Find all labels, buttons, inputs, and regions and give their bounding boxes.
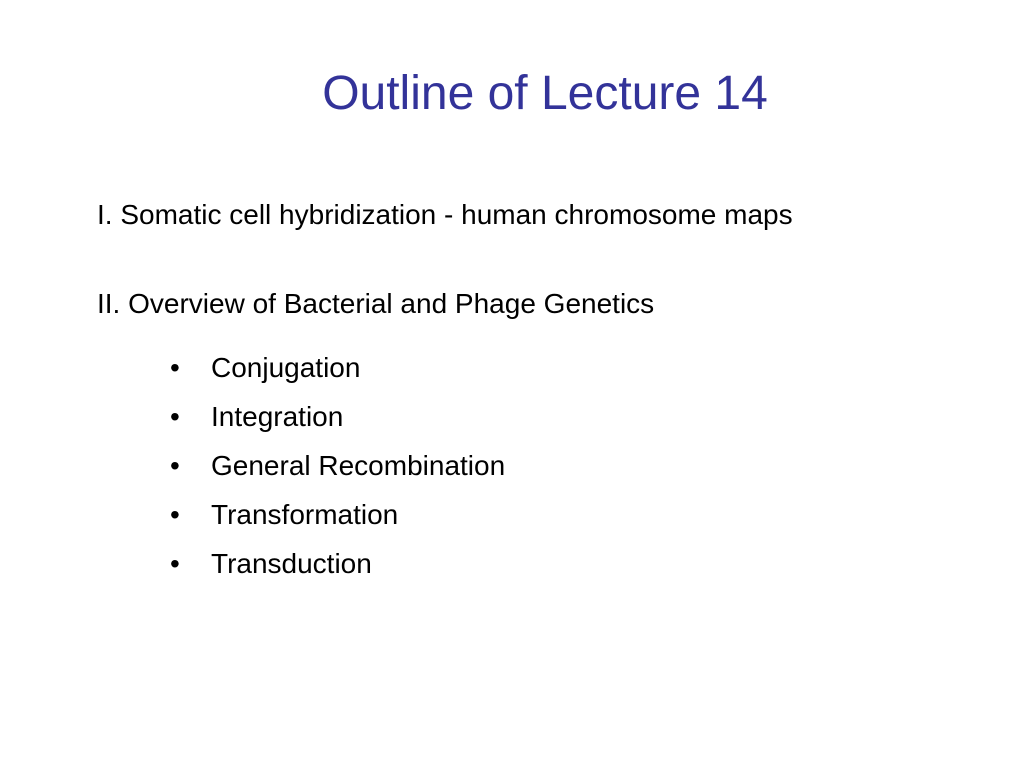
section-heading-2: II. Overview of Bacterial and Phage Genetics (97, 288, 655, 319)
bullet-icon: • (170, 352, 180, 383)
bullet-icon: • (170, 548, 180, 579)
bullet-icon: • (170, 450, 180, 481)
slide-title: Outline of Lecture 14 (322, 67, 768, 120)
bullet-icon: • (170, 401, 180, 432)
bullet-text: Transduction (211, 548, 372, 579)
bullet-text: Conjugation (211, 352, 361, 383)
bullet-text: Transformation (211, 499, 399, 530)
bullet-icon: • (170, 499, 180, 530)
bullet-text: General Recombination (211, 450, 506, 481)
section-heading-1: I. Somatic cell hybridization - human chromosome maps (97, 199, 793, 230)
bullet-text: Integration (211, 401, 344, 432)
